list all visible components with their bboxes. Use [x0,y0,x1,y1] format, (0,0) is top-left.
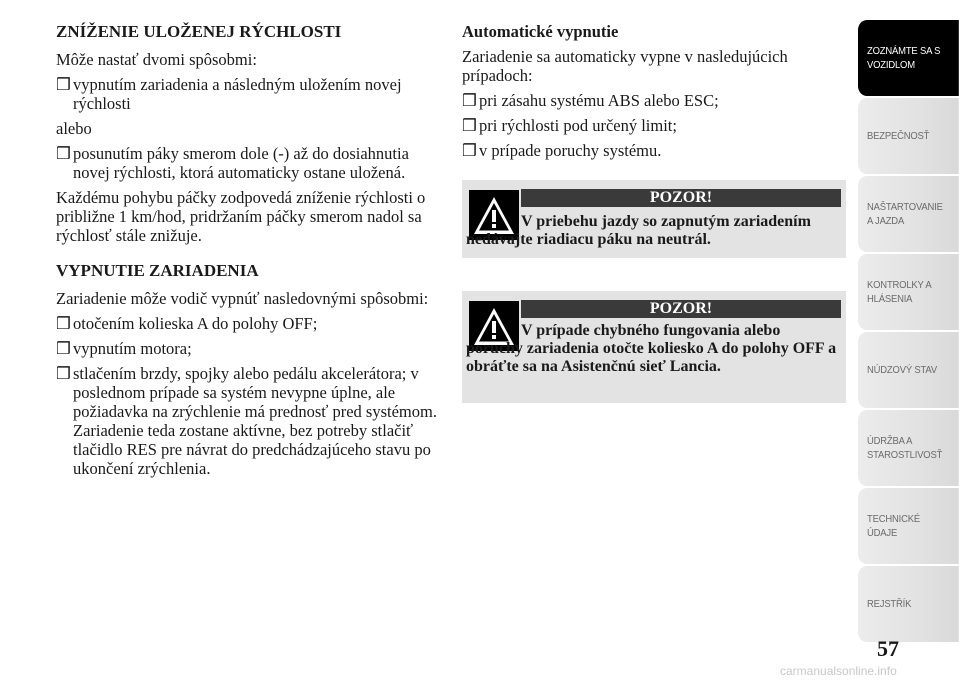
checkbox-bullet-icon: ❒ [56,314,71,333]
list-item-text: otočením kolieska A do polohy OFF; [73,314,318,333]
watermark: carmanualsonline.info [780,664,897,678]
list-item-text: vypnutím zariadenia a následným uložením novej rýchlosti [73,75,402,113]
list-item-text: stlačením brzdy, spojky alebo pedálu akcelerátora; v poslednom prípade sa systém nevypne úplne, ale požiadavka na zrýchlenie má prednosť pred systémom. Zariadenie teda zostane aktívne, bez potreby stlačiť tlačidlo RES pre návrat do predchádzajúceho stavu po ukončení zrýchlenia. [73,364,437,478]
list-item-text: posunutím páky smerom dole (-) až do dosiahnutia novej rýchlosti, ktorá automaticky ostane uložená. [73,144,409,182]
list-item [56,144,438,182]
checkbox-bullet-icon: ❒ [56,339,71,358]
tab-technical-data[interactable] [858,488,959,564]
list-item [462,141,846,160]
list-item [56,339,438,358]
left-column [56,22,438,484]
tab-maintenance[interactable] [858,410,959,486]
intro-text-2: Zariadenie môže vodič vypnúť nasledovnými spôsobmi: [56,289,429,308]
tab-label: NAŠTARTOVANIE A JAZDA [867,201,943,227]
checkbox-bullet-icon: ❒ [462,116,477,135]
heading-device-off: VYPNUTIE ZARIADENIA [56,261,259,280]
tab-label: ZOZNÁMTE SA S VOZIDLOM [867,45,941,71]
warning-label: POZOR! [521,189,841,207]
auto-off-title: Automatické vypnutie [462,22,619,41]
warning-label: POZOR! [521,300,841,318]
intro-text: Môže nastať dvomi spôsobmi: [56,50,257,69]
checkbox-bullet-icon: ❒ [462,91,477,110]
or-text: alebo [56,119,92,138]
list-item-text: pri rýchlosti pod určený limit; [479,116,677,135]
tab-get-to-know-vehicle[interactable] [858,20,959,96]
page-number: 57 [877,636,899,661]
tab-label: TECHNICKÉ ÚDAJE [867,513,920,539]
warning-text: V prípade chybného fungovania alebo poruchy zariadenia otočte koliesko A do polohy OFF a obráťte sa na Asistenčnú sieť Lancia. [466,322,837,375]
list-item [56,364,438,478]
tab-starting-driving[interactable] [858,176,959,252]
list-item [56,314,438,333]
heading-speed-reduction: ZNÍŽENIE ULOŽENEJ RÝCHLOSTI [56,22,342,41]
tab-label: KONTROLKY A HLÁSENIA [867,279,932,305]
warning-box [462,291,846,403]
list-item [462,91,846,110]
list-item-text: pri zásahu systému ABS alebo ESC; [479,91,719,110]
warning-text: V priebehu jazdy so zapnutým zariadením nedávajte riadiacu páku na neutrál. [466,213,811,248]
checkbox-bullet-icon: ❒ [56,144,71,163]
tab-warning-lights[interactable] [858,254,959,330]
tab-label: BEZPEČNOSŤ [867,130,930,142]
checkbox-bullet-icon: ❒ [462,141,477,160]
checkbox-bullet-icon: ❒ [56,75,71,94]
warning-box [462,180,846,258]
right-column [462,22,846,403]
tab-safety[interactable] [858,98,959,174]
tab-label: NÚDZOVÝ STAV [867,364,937,376]
tab-emergency[interactable] [858,332,959,408]
chapter-sidebar [858,20,960,644]
tab-index[interactable] [858,566,959,642]
list-item [462,116,846,135]
list-item-text: vypnutím motora; [73,339,192,358]
tab-label: ÚDRŽBA A STAROSTLIVOSŤ [867,435,943,461]
auto-off-intro: Zariadenie sa automaticky vypne v nasledujúcich prípadoch: [462,47,788,85]
checkbox-bullet-icon: ❒ [56,364,71,383]
list-item-text: v prípade poruchy systému. [479,141,662,160]
tab-label: REJSTŘÍK [867,598,912,610]
list-item [56,75,438,113]
body-paragraph: Každému pohybu páčky zodpovedá zníženie rýchlosti o približne 1 km/hod, pridržaním páčky smerom nadol sa rýchlosť stále znižuje. [56,188,426,245]
